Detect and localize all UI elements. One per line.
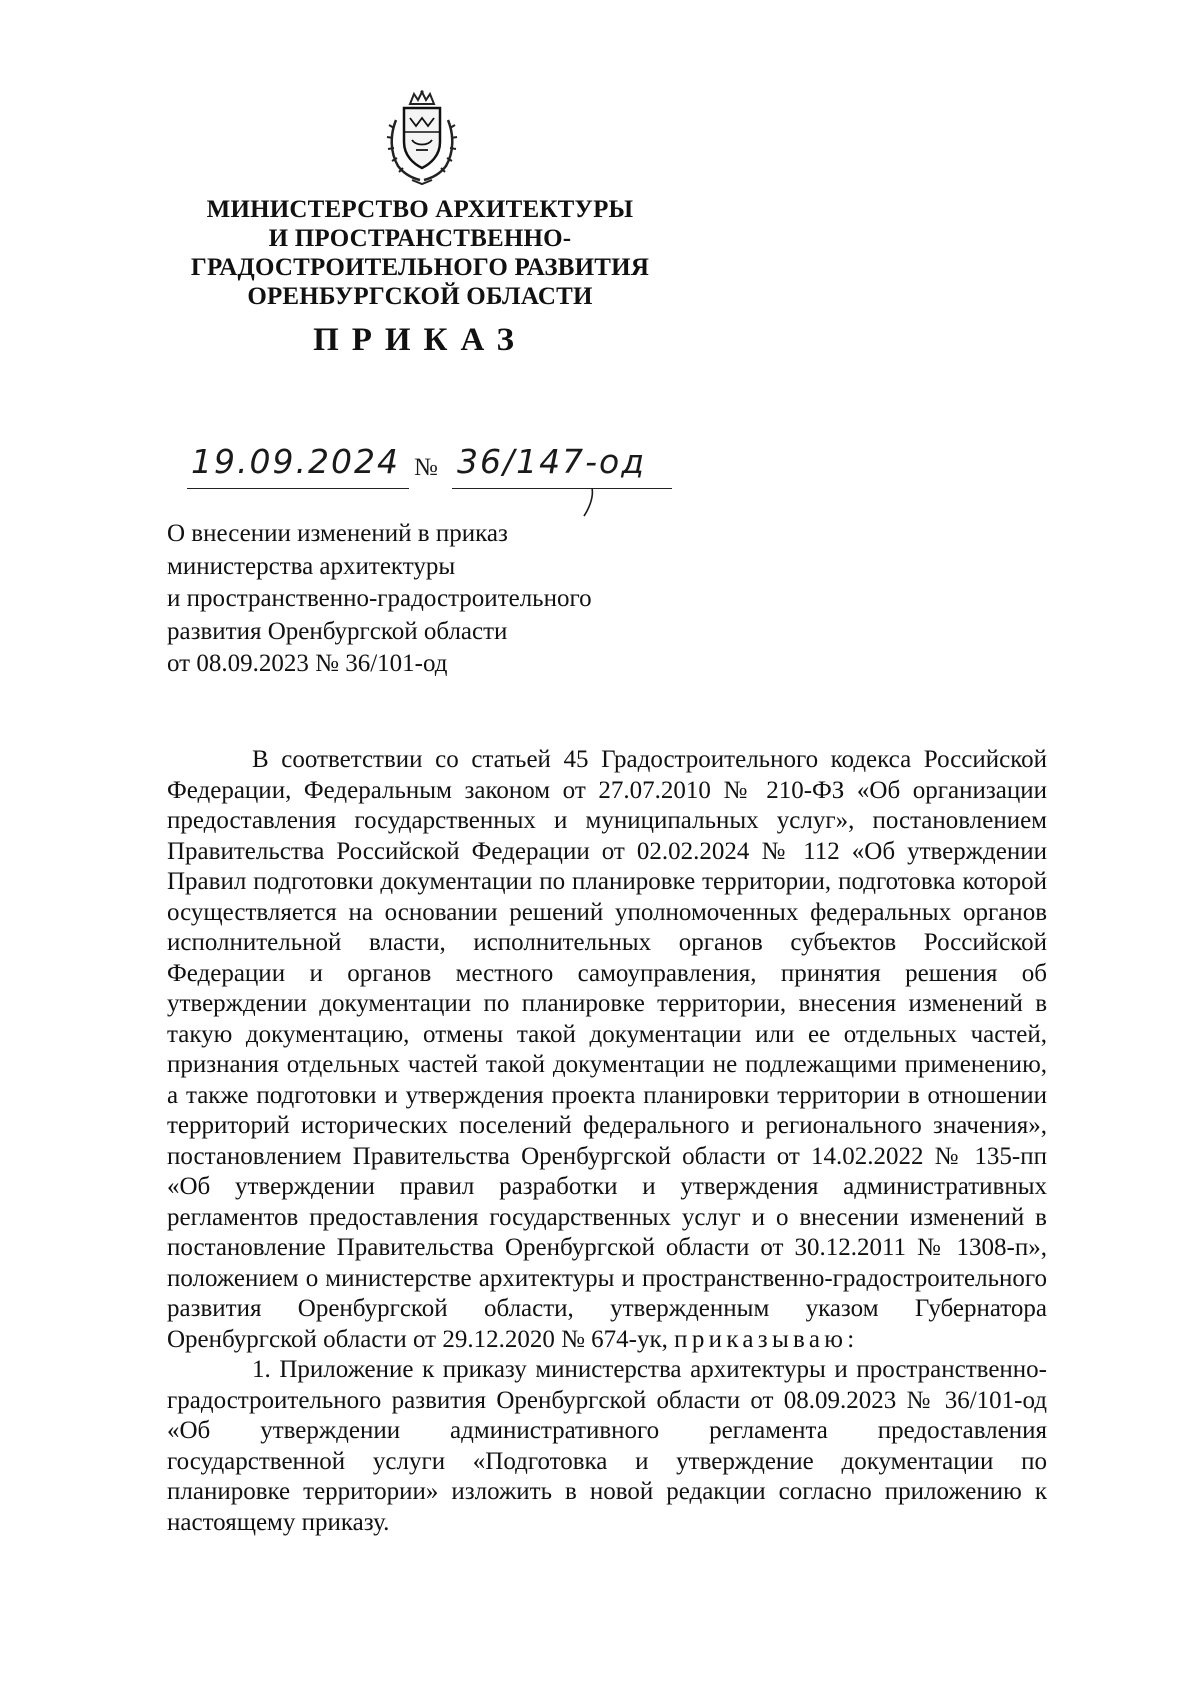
number-underline: [452, 488, 672, 489]
ministry-name: [185, 195, 655, 311]
subject-line: от 08.09.2023 № 36/101-од: [167, 650, 448, 677]
coat-of-arms-icon: [382, 90, 462, 186]
handwritten-date: 19.09.2024: [191, 442, 400, 481]
subject-line: развития Оренбургской области: [167, 617, 508, 645]
ministry-line-2: И ПРОСТРАНСТВЕННО-: [268, 225, 572, 252]
handwritten-number: 36/147-од: [457, 442, 647, 481]
handwriting-stroke: [582, 488, 596, 518]
order-body: [167, 745, 1047, 1538]
subject-line: и пространственно-градостроительного: [167, 585, 592, 612]
item-1-paragraph: 1. Приложение к приказу министерства архитектуры и пространственно-градостроительного развития Оренбургской области от 08.09.2023 № 36/101-од «Об утверждении административного регламента предоставления государственной услуги «Подготовка и утверждение документации по планировке территории» изложить в новой редакции согласно приложению к настоящему приказу.: [167, 1356, 1047, 1536]
date-underline: [187, 488, 409, 489]
preamble-text: В соответствии со статьей 45 Градостроительного кодекса Российской Федерации, Федеральным законом от 27.07.2010 № 210-ФЗ «Об организации предоставления государственных и муниципальных услуг», постановлением Правительства Российской Федерации от 02.02.2024 № 112 «Об утверждении Правил подготовки документации по планировке территории, подготовка которой осуществляется на основании решений уполномоченных федеральных органов исполнительной власти, исполнительных органов субъектов Российской Федерации и органов местного самоуправления, принятия решения об утверждении документации по планировке территории, внесения изменений в такую документацию, отмены такой документации или ее отдельных частей, признания отдельных частей такой документации не подлежащими применению, а также подготовки и утверждения проекта планировки территории в отношении территорий исторических поселений федерального и регионального значения», постановлением Правительства Оренбургской области от 14.02.2022 № 135-пп «Об утверждении правил разработки и утверждения административных регламентов предоставления государственных услуг и о внесении изменений в постановление Правительства Оренбургской области от 30.12.2011 № 1308-п», положением о министерстве архитектуры и пространственно-градостроительного развития Оренбургской области, утвержденным указом Губернатора Оренбургской области от 29.12.2020 № 674-ук,: [167, 746, 1047, 1353]
ministry-line-3: ГРАДОСТРОИТЕЛЬНОГО РАЗВИТИЯ: [190, 254, 650, 281]
subject-line: министерства архитектуры: [167, 552, 456, 580]
registration-line: [167, 440, 687, 500]
document-type-title: ПРИКАЗ: [313, 322, 527, 358]
order-subject: [167, 518, 687, 681]
ministry-line-4: ОРЕНБУРГСКОЙ ОБЛАСТИ: [247, 283, 593, 310]
number-sign: №: [414, 454, 438, 481]
order-word: приказываю:: [674, 1325, 859, 1353]
preamble-paragraph: [167, 745, 1047, 1355]
subject-line: О внесении изменений в приказ: [167, 520, 508, 547]
ministry-line-1: МИНИСТЕРСТВО АРХИТЕКТУРЫ: [206, 196, 634, 223]
